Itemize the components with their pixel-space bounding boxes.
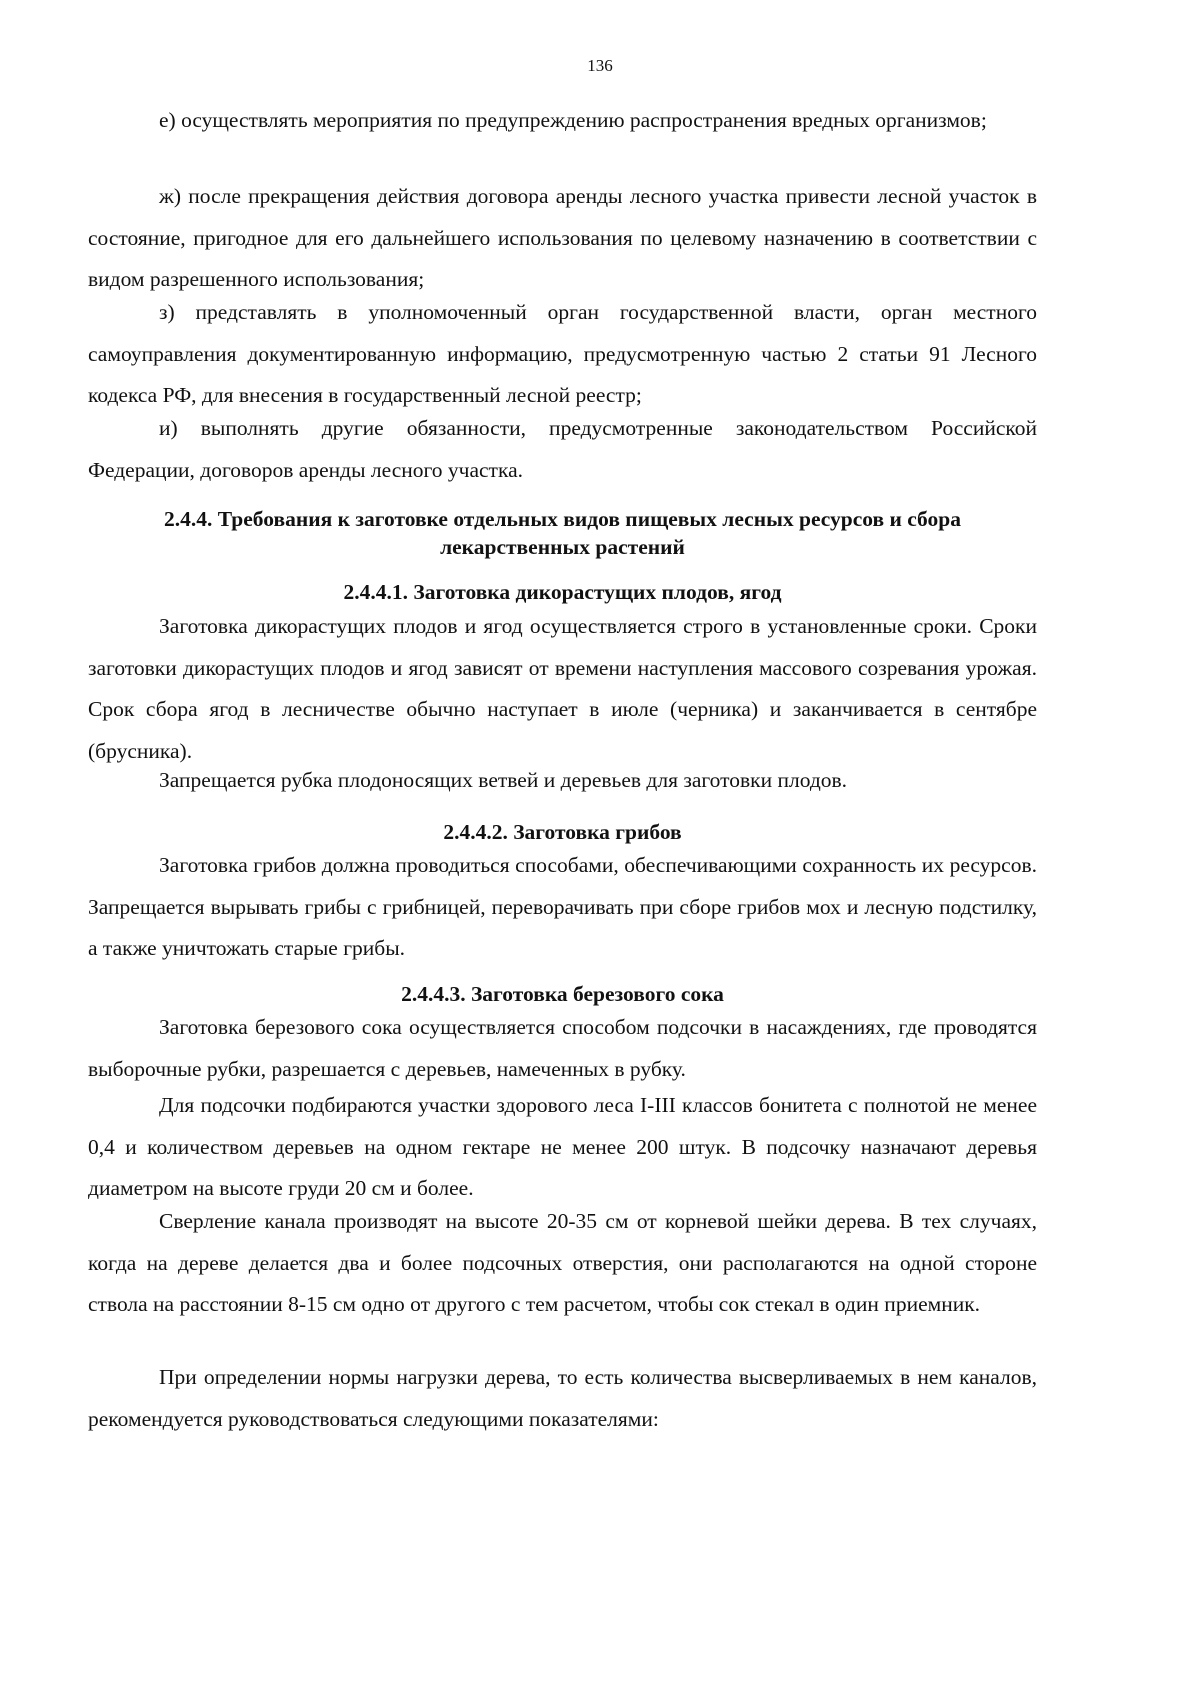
section-heading-2-4-4	[88, 505, 1037, 561]
paragraph: Запрещается рубка плодоносящих ветвей и деревьев для заготовки плодов.	[159, 768, 848, 792]
section-heading-line-2: лекарственных растений	[440, 535, 685, 559]
list-item-z: з) представлять в уполномоченный орган государственной власти, орган местного самоуправления документированную информацию, предусмотренную частью 2 статьи 91 Лесного кодекса РФ, для внесения в государственный лесной реестр;	[88, 300, 1037, 407]
page-number: 136	[587, 56, 613, 75]
paragraph: Для подсочки подбираются участки здорового леса I-III классов бонитета с полнотой не менее 0,4 и количеством деревьев на одном гектаре не менее 200 штук. В подсочку назначают деревья диаметром на высоте груди 20 см и более.	[88, 1093, 1037, 1200]
subsection-heading-2-4-4-2: 2.4.4.2. Заготовка грибов	[443, 820, 682, 844]
paragraph: Заготовка дикорастущих плодов и ягод осуществляется строго в установленные сроки. Сроки заготовки дикорастущих плодов и ягод зависят от времени наступления массового созревания урожая. Срок сбора ягод в лесничестве обычно наступает в июле (черника) и заканчивается в сентябре (брусника).	[88, 614, 1037, 763]
paragraph: При определении нормы нагрузки дерева, то есть количества высверливаемых в нем каналов, рекомендуется руководствоваться следующими показателями:	[88, 1365, 1037, 1431]
subsection-heading-2-4-4-1: 2.4.4.1. Заготовка дикорастущих плодов, ягод	[343, 580, 782, 604]
list-item-zh: ж) после прекращения действия договора аренды лесного участка привести лесной участок в состояние, пригодное для его дальнейшего использования по целевому назначению в соответствии с видом разрешенного использования;	[88, 184, 1037, 291]
paragraph: Сверление канала производят на высоте 20-35 см от корневой шейки дерева. В тех случаях, когда на дереве делается два и более подсочных отверстия, они располагаются на одной стороне ствола на расстоянии 8-15 см одно от другого с тем расчетом, чтобы сок стекал в один приемник.	[88, 1209, 1037, 1316]
list-item-e: е) осуществлять мероприятия по предупреждению распространения вредных организмов;	[159, 108, 987, 132]
subsection-heading-2-4-4-3: 2.4.4.3. Заготовка березового сока	[401, 982, 724, 1006]
paragraph: Заготовка березового сока осуществляется способом подсочки в насаждениях, где проводятся выборочные рубки, разрешается с деревьев, намеченных в рубку.	[88, 1015, 1037, 1081]
list-item-i: и) выполнять другие обязанности, предусмотренные законодательством Российской Федерации, договоров аренды лесного участка.	[88, 416, 1037, 482]
paragraph: Заготовка грибов должна проводиться способами, обеспечивающими сохранность их ресурсов. Запрещается вырывать грибы с грибницей, переворачивать при сборе грибов мох и лесную подстилку, а также уничтожать старые грибы.	[88, 853, 1037, 960]
section-heading-line-1: 2.4.4. Требования к заготовке отдельных видов пищевых лесных ресурсов и сбора	[164, 507, 961, 531]
